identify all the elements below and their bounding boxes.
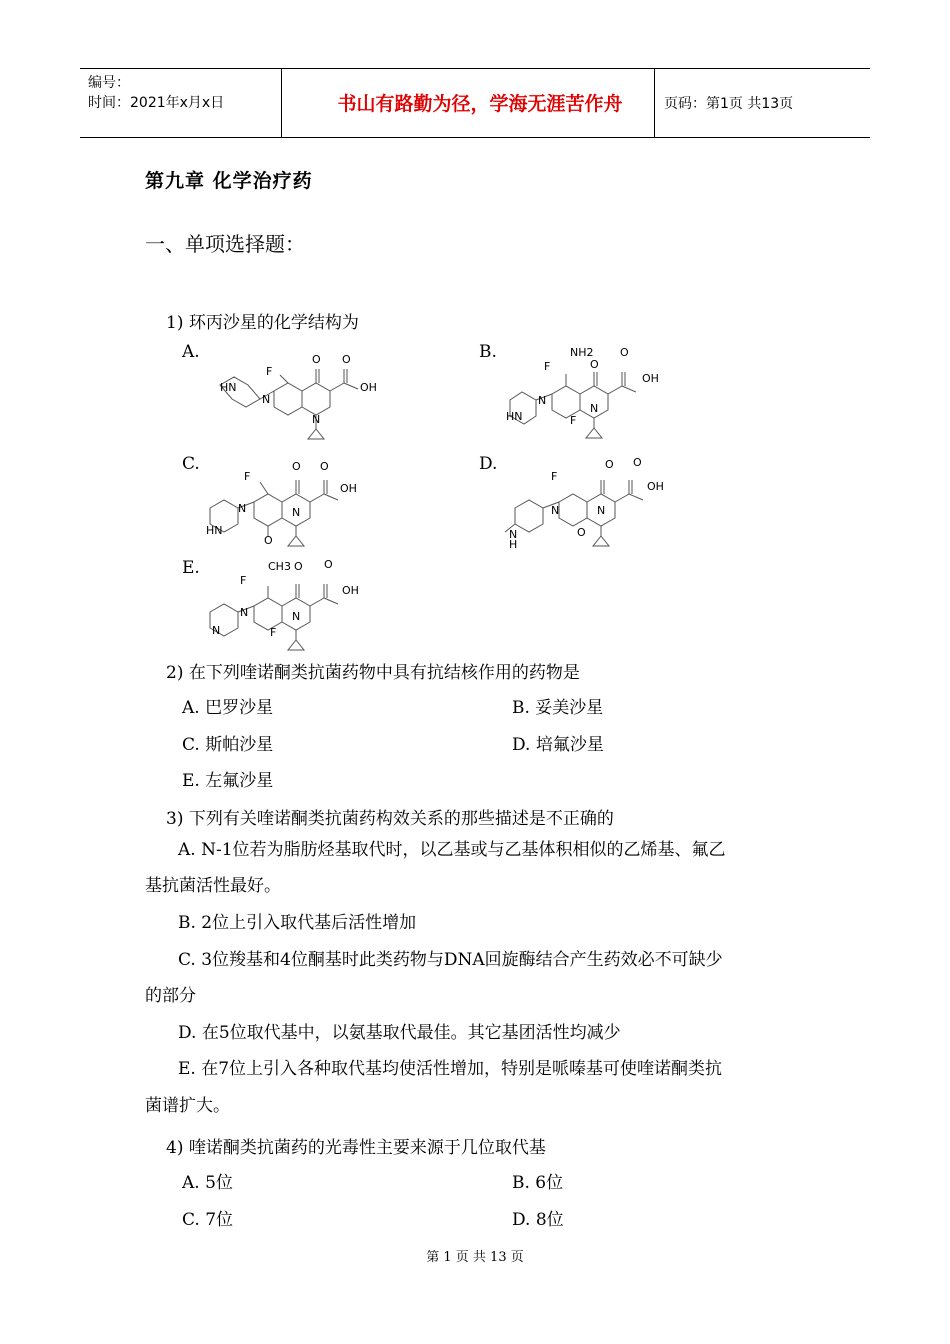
question-2-option-d: D. 培氟沙星 bbox=[512, 735, 604, 755]
header-left-cell bbox=[88, 73, 224, 113]
question-1-option-b: B. bbox=[479, 342, 497, 362]
label-f: F bbox=[551, 470, 558, 483]
document-date: 时间：2021年x月x日 bbox=[88, 95, 225, 111]
label-n: N bbox=[292, 506, 301, 519]
question-3-option-a: A. N-1位若为脂肪烃基取代时，以乙基或与乙基体积相似的乙烯基、氟乙 bbox=[178, 840, 726, 860]
question-1-stem: 1) 环丙沙星的化学结构为 bbox=[166, 313, 359, 333]
question-2-option-e: E. 左氟沙星 bbox=[182, 771, 274, 791]
label-o: O bbox=[312, 353, 321, 366]
header-motto: 书山有路勤为径，学海无涯苦作舟 bbox=[337, 93, 623, 115]
question-2-option-a: A. 巴罗沙星 bbox=[182, 698, 274, 718]
question-2-option-b: B. 妥美沙星 bbox=[512, 698, 604, 718]
label-oh: OH bbox=[360, 381, 377, 394]
label-f: F bbox=[544, 360, 551, 373]
label-f: F bbox=[570, 414, 577, 427]
header-divider bbox=[281, 69, 282, 137]
label-oh: OH bbox=[647, 480, 664, 493]
question-1-option-c: C. bbox=[182, 454, 200, 474]
question-2-option-c: C. 斯帕沙星 bbox=[182, 735, 274, 755]
label-ch3: CH3 bbox=[268, 560, 291, 573]
label-f: F bbox=[270, 626, 277, 639]
question-3-option-e: E. 在7位上引入各种取代基均使活性增加，特别是哌嗪基可使喹诺酮类抗 bbox=[178, 1059, 723, 1079]
structure-a-image bbox=[200, 345, 390, 445]
label-n: N bbox=[590, 402, 599, 415]
label-f: F bbox=[266, 365, 273, 378]
label-oh: OH bbox=[642, 372, 659, 385]
document-header bbox=[80, 68, 870, 138]
label-hn: HN bbox=[206, 524, 223, 537]
header-page-info: 页码：第1页 共13页 bbox=[664, 96, 794, 112]
label-n: N bbox=[597, 504, 606, 517]
question-4-option-a: A. 5位 bbox=[182, 1173, 233, 1193]
question-4-option-c: C. 7位 bbox=[182, 1210, 234, 1230]
label-n: N bbox=[538, 394, 547, 407]
question-4-option-b: B. 6位 bbox=[512, 1173, 564, 1193]
question-3-option-c: C. 3位羧基和4位酮基时此类药物与DNA回旋酶结合产生药效必不可缺少 bbox=[178, 950, 723, 970]
label-n: N bbox=[240, 606, 249, 619]
label-o: O bbox=[294, 560, 303, 573]
question-3-option-d: D. 在5位取代基中，以氨基取代最佳。其它基团活性均减少 bbox=[178, 1023, 621, 1043]
label-h: H bbox=[509, 538, 518, 551]
question-4-option-d: D. 8位 bbox=[512, 1210, 564, 1230]
label-o: O bbox=[620, 346, 629, 359]
question-4-stem: 4) 喹诺酮类抗菌药的光毒性主要来源于几位取代基 bbox=[166, 1138, 546, 1158]
question-3-option-e-cont: 菌谱扩大。 bbox=[145, 1096, 230, 1116]
section-title: 一、单项选择题： bbox=[145, 232, 305, 256]
label-o: O bbox=[342, 353, 351, 366]
label-o: O bbox=[577, 526, 586, 539]
label-nh2: NH2 bbox=[570, 346, 594, 359]
page-footer: 第 1 页 共 13 页 bbox=[426, 1250, 524, 1265]
label-n: N bbox=[312, 413, 321, 426]
question-1-option-d: D. bbox=[479, 454, 498, 474]
question-1-option-e: E. bbox=[182, 558, 200, 578]
label-oh: OH bbox=[340, 482, 357, 495]
label-n: N bbox=[238, 502, 247, 515]
structure-e-image bbox=[200, 556, 390, 656]
label-n: N bbox=[292, 610, 301, 623]
label-n: N bbox=[212, 624, 221, 637]
question-2-stem: 2) 在下列喹诺酮类抗菌药物中具有抗结核作用的药物是 bbox=[166, 663, 580, 683]
question-3-option-c-cont: 的部分 bbox=[145, 986, 196, 1006]
label-o: O bbox=[605, 458, 614, 471]
chapter-title: 第九章 化学治疗药 bbox=[145, 170, 313, 192]
label-n: N bbox=[551, 504, 560, 517]
label-o: O bbox=[320, 460, 329, 473]
label-n: N bbox=[262, 393, 271, 406]
label-o: O bbox=[292, 460, 301, 473]
label-hn: HN bbox=[220, 381, 237, 394]
question-3-option-b: B. 2位上引入取代基后活性增加 bbox=[178, 913, 417, 933]
label-o: O bbox=[264, 534, 273, 547]
document-number-label: 编号： bbox=[88, 75, 130, 91]
structure-b-image bbox=[500, 340, 690, 440]
label-hn: HN bbox=[506, 410, 523, 423]
structure-c-image bbox=[200, 452, 390, 552]
question-3-option-a-cont: 基抗菌活性最好。 bbox=[145, 876, 281, 896]
label-o: O bbox=[633, 456, 642, 469]
label-oh: OH bbox=[342, 584, 359, 597]
label-o: O bbox=[590, 358, 599, 371]
label-f: F bbox=[244, 470, 251, 483]
question-1-option-a: A. bbox=[182, 342, 200, 362]
structure-d-image bbox=[495, 452, 685, 552]
question-3-stem: 3) 下列有关喹诺酮类抗菌药构效关系的那些描述是不正确的 bbox=[166, 809, 614, 829]
label-o: O bbox=[324, 558, 333, 571]
label-f: F bbox=[240, 574, 247, 587]
label-n: N bbox=[509, 528, 518, 541]
